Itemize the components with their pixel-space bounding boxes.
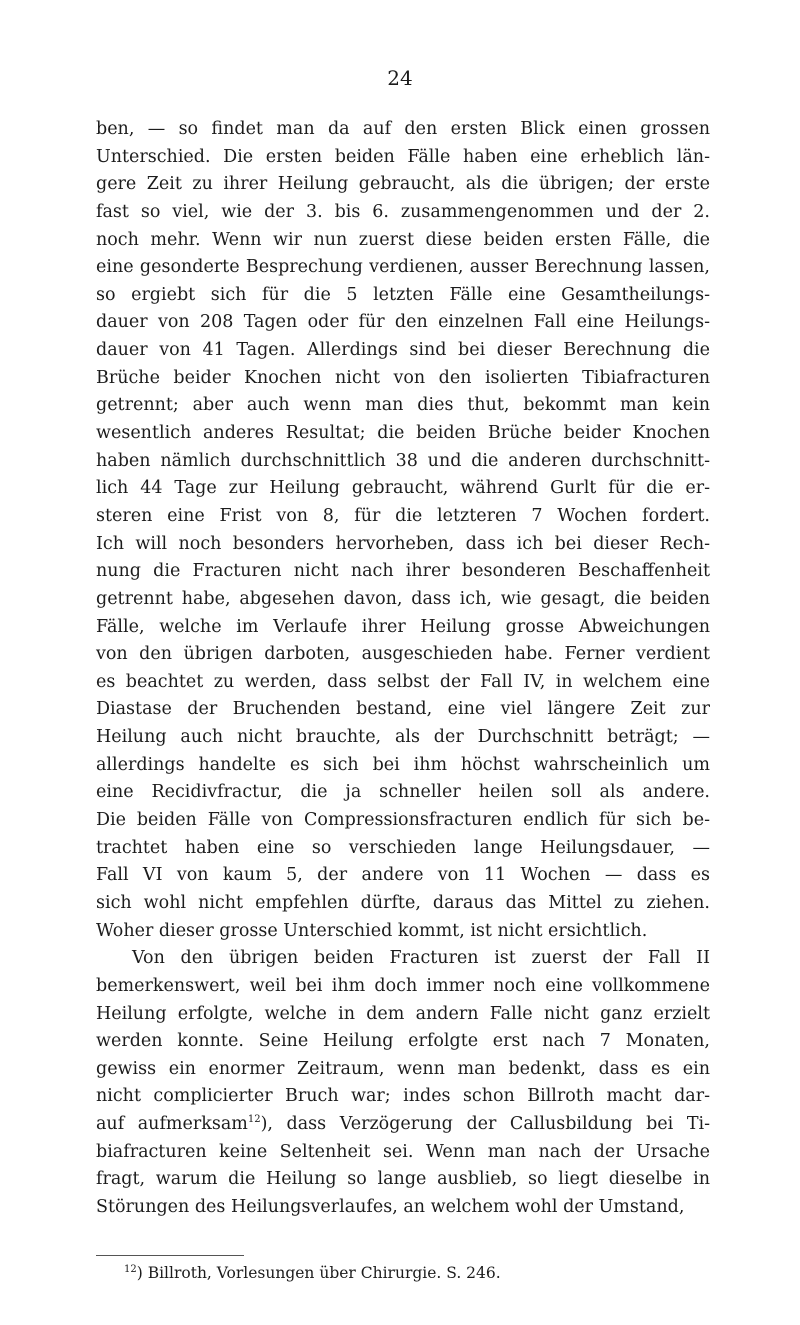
text-line: getrennt habe, abgesehen davon, dass ich, wie gesagt, die beiden (96, 588, 710, 609)
text-line: ben, — so findet man da auf den ersten Blick einen grossen (96, 119, 710, 139)
text-line: getrennt; aber auch wenn man dies thut, bekommt man kein (96, 395, 710, 416)
text-line: dauer von 41 Tagen. Allerdings sind bei dieser Berechnung die (96, 340, 710, 361)
text-line: allerdings handelte es sich bei ihm höchst wahrscheinlich um (96, 754, 710, 775)
text-line: Von den übrigen beiden Fracturen ist zuerst der Fall II (132, 948, 710, 969)
text-line: gere Zeit zu ihrer Heilung gebraucht, als die übrigen; der erste (96, 174, 710, 195)
text-line: es beachtet zu werden, dass selbst der Fall IV, in welchem eine (96, 671, 710, 692)
text-line: von den übrigen darboten, ausgeschieden habe. Ferner verdient (96, 644, 710, 665)
text-line: so ergiebt sich für die 5 letzten Fälle eine Gesamtheilungs- (96, 284, 710, 305)
text-line: Ich will noch besonders hervorheben, dass ich bei dieser Rech- (96, 533, 710, 554)
text-line: Diastase der Bruchenden bestand, eine viel längere Zeit zur (96, 699, 710, 720)
text-line: wesentlich anderes Resultat; die beiden Brüche beider Knochen (96, 423, 710, 444)
text-line: gewiss ein enormer Zeitraum, wenn man bedenkt, dass es ein (96, 1058, 710, 1079)
footnote (124, 1262, 501, 1284)
text-line: noch mehr. Wenn wir nun zuerst diese beiden ersten Fälle, die (96, 229, 710, 250)
text-line: Heilung erfolgte, welche in dem andern Falle nicht ganz erzielt (96, 1003, 710, 1024)
text-line: Woher dieser grosse Unterschied kommt, ist nicht ersichtlich. (96, 920, 648, 941)
page-number: 24 (387, 66, 413, 90)
text-line: Brüche beider Knochen nicht von den isolierten Tibiafracturen (96, 367, 710, 388)
text-line: fast so viel, wie der 3. bis 6. zusammengenommen und der 2. (96, 201, 710, 222)
text-line: Die beiden Fälle von Compressionsfracturen endlich für sich be- (96, 810, 710, 831)
text-line: steren eine Frist von 8, für die letzteren 7 Wochen fordert. (96, 505, 710, 526)
text-line: eine Recidivfractur, die ja schneller heilen soll als andere. (96, 782, 710, 803)
body-text (96, 116, 710, 1222)
footnote-mark: 12 (124, 1263, 137, 1275)
text-line: trachtet haben eine so verschieden lange Heilungsdauer, — (96, 837, 710, 858)
text-line: bemerkenswert, weil bei ihm doch immer noch eine vollkommene (96, 975, 710, 996)
text-segment: auf aufmerksam (96, 1114, 248, 1135)
footnote-divider (96, 1255, 244, 1256)
text-line: lich 44 Tage zur Heilung gebraucht, während Gurlt für die er- (96, 478, 710, 499)
text-line: Fälle, welche im Verlaufe ihrer Heilung grosse Abweichungen (96, 616, 710, 637)
text-line: Fall VI von kaum 5, der andere von 11 Wochen — dass es (96, 865, 710, 886)
text-line: dauer von 208 Tagen oder für den einzelnen Fall eine Heilungs- (96, 312, 710, 333)
text-line-with-footnote-ref (96, 1111, 710, 1139)
text-line: sich wohl nicht empfehlen dürfte, daraus das Mittel zu ziehen. (96, 892, 710, 913)
text-line: nung die Fracturen nicht nach ihrer besonderen Beschaffenheit (96, 561, 710, 582)
text-line: fragt, warum die Heilung so lange ausblieb, so liegt dieselbe in (96, 1169, 710, 1190)
text-segment: ), dass Verzögerung der Callusbildung bei Ti- (260, 1114, 710, 1135)
text-line: werden konnte. Seine Heilung erfolgte erst nach 7 Monaten, (96, 1031, 710, 1052)
footnote-reference: 12 (247, 1114, 261, 1126)
text-line: Heilung auch nicht brauchte, als der Durchschnitt beträgt; — (96, 727, 710, 748)
footnote-text: ) Billroth, Vorlesungen über Chirurgie. S. 246. (136, 1264, 501, 1282)
text-line: nicht complicierter Bruch war; indes schon Billroth macht dar- (96, 1086, 710, 1107)
text-line: biafracturen keine Seltenheit sei. Wenn man nach der Ursache (96, 1141, 710, 1162)
text-line: eine gesonderte Besprechung verdienen, ausser Berechnung lassen, (96, 257, 710, 278)
text-line: Störungen des Heilungsverlaufes, an welchem wohl der Umstand, (96, 1196, 685, 1217)
text-line: Unterschied. Die ersten beiden Fälle haben eine erheblich län- (96, 146, 710, 167)
text-line: haben nämlich durchschnittlich 38 und die anderen durchschnitt- (96, 450, 710, 471)
